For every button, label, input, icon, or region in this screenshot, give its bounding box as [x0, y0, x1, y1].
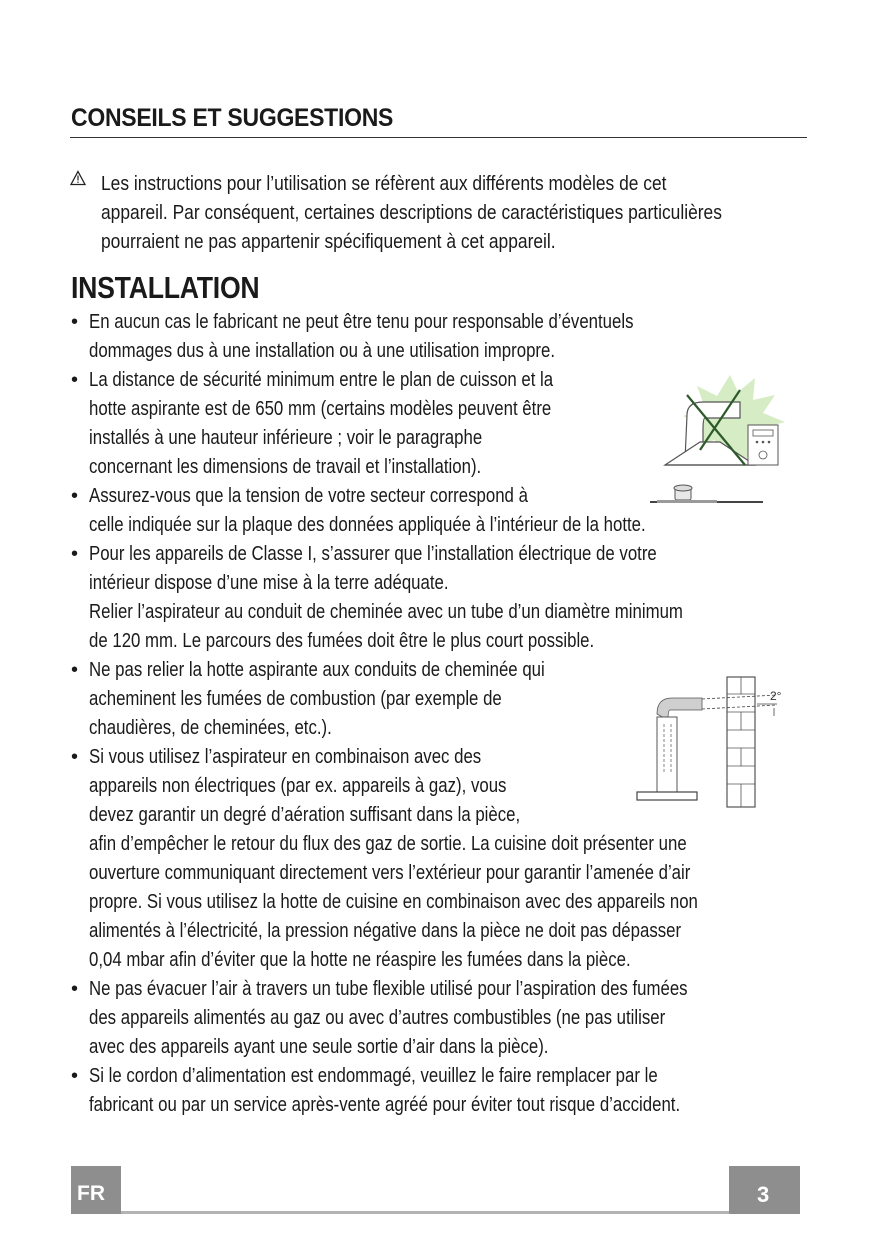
- language-label: FR: [77, 1182, 105, 1205]
- item-line: Si le cordon d’alimentation est endommagé, veuillez le faire remplacer par le: [89, 1065, 658, 1087]
- item-line: concernant les dimensions de travail et l’installation).: [89, 456, 482, 478]
- footer-page-tab: [729, 1166, 800, 1214]
- item-line: propre. Si vous utilisez la hotte de cuisine en combinaison avec des appareils non: [89, 891, 698, 913]
- intro-line: Les instructions pour l’utilisation se réfèrent aux différents modèles de cet: [101, 173, 667, 195]
- duct-slope-illustration: [632, 672, 792, 812]
- item-line: ouverture communiquant directement vers l’extérieur pour garantir l’amenée d’air: [89, 862, 691, 884]
- item-line: Si vous utilisez l’aspirateur en combinaison avec des: [89, 746, 482, 768]
- item-line: appareils non électriques (par ex. appareils à gaz), vous: [89, 775, 507, 797]
- bullet: •: [71, 369, 79, 391]
- hood-distance-illustration: [645, 370, 795, 510]
- item-line: 0,04 mbar afin d’éviter que la hotte ne réaspire les fumées dans la pièce.: [89, 949, 631, 971]
- footer-language-tab: [71, 1166, 121, 1214]
- item-line: Assurez-vous que la tension de votre secteur correspond à: [89, 485, 528, 507]
- angle-label: 2°: [770, 689, 782, 703]
- bullet: •: [71, 978, 79, 1000]
- footer-rule: [121, 1211, 729, 1214]
- item-line: dommages dus à une installation ou à une utilisation impropre.: [89, 340, 556, 362]
- conseils-heading: CONSEILS ET SUGGESTIONS: [71, 104, 394, 132]
- bullet: •: [71, 543, 79, 565]
- item-line: La distance de sécurité minimum entre le plan de cuisson et la: [89, 369, 554, 391]
- item-line: Relier l’aspirateur au conduit de cheminée avec un tube d’un diamètre minimum: [89, 601, 683, 623]
- page-number: 3: [757, 1182, 770, 1207]
- bullet: •: [71, 1065, 79, 1087]
- bullet: •: [71, 311, 79, 333]
- bullet: •: [71, 485, 79, 507]
- item-line: avec des appareils ayant une seule sortie d’air dans la pièce).: [89, 1036, 549, 1058]
- bullet: •: [71, 659, 79, 681]
- bullet: •: [71, 746, 79, 768]
- intro-line: pourraient ne pas appartenir spécifiquement à cet appareil.: [101, 231, 556, 253]
- item-line: Ne pas relier la hotte aspirante aux conduits de cheminée qui: [89, 659, 545, 681]
- item-line: des appareils alimentés au gaz ou avec d’autres combustibles (ne pas utiliser: [89, 1007, 666, 1029]
- item-line: installés à une hauteur inférieure ; voir le paragraphe: [89, 427, 483, 449]
- item-line: Ne pas évacuer l’air à travers un tube flexible utilisé pour l’aspiration des fumées: [89, 978, 688, 1000]
- installation-heading: INSTALLATION: [71, 270, 260, 305]
- item-line: intérieur dispose d’une mise à la terre adéquate.: [89, 572, 449, 594]
- item-line: chaudières, de cheminées, etc.).: [89, 717, 332, 739]
- item-line: alimentés à l’électricité, la pression négative dans la pièce ne doit pas dépasser: [89, 920, 682, 942]
- item-line: acheminent les fumées de combustion (par exemple de: [89, 688, 502, 710]
- item-line: afin d’empêcher le retour du flux des gaz de sortie. La cuisine doit présenter une: [89, 833, 687, 855]
- item-line: de 120 mm. Le parcours des fumées doit être le plus court possible.: [89, 630, 595, 652]
- item-line: devez garantir un degré d’aération suffisant dans la pièce,: [89, 804, 521, 826]
- item-line: fabricant ou par un service après-vente agréé pour éviter tout risque d’accident.: [89, 1094, 681, 1116]
- intro-paragraph: [101, 170, 797, 257]
- item-line: celle indiquée sur la plaque des données appliquée à l’intérieur de la hotte.: [89, 514, 646, 536]
- warning-icon: [70, 170, 86, 186]
- item-line: Pour les appareils de Classe I, s’assurer que l’installation électrique de votre: [89, 543, 657, 565]
- intro-line: appareil. Par conséquent, certaines descriptions de caractéristiques particulières: [101, 202, 722, 224]
- heading-rule: [70, 137, 807, 138]
- item-line: En aucun cas le fabricant ne peut être tenu pour responsable d’éventuels: [89, 311, 634, 333]
- item-line: hotte aspirante est de 650 mm (certains modèles peuvent être: [89, 398, 552, 420]
